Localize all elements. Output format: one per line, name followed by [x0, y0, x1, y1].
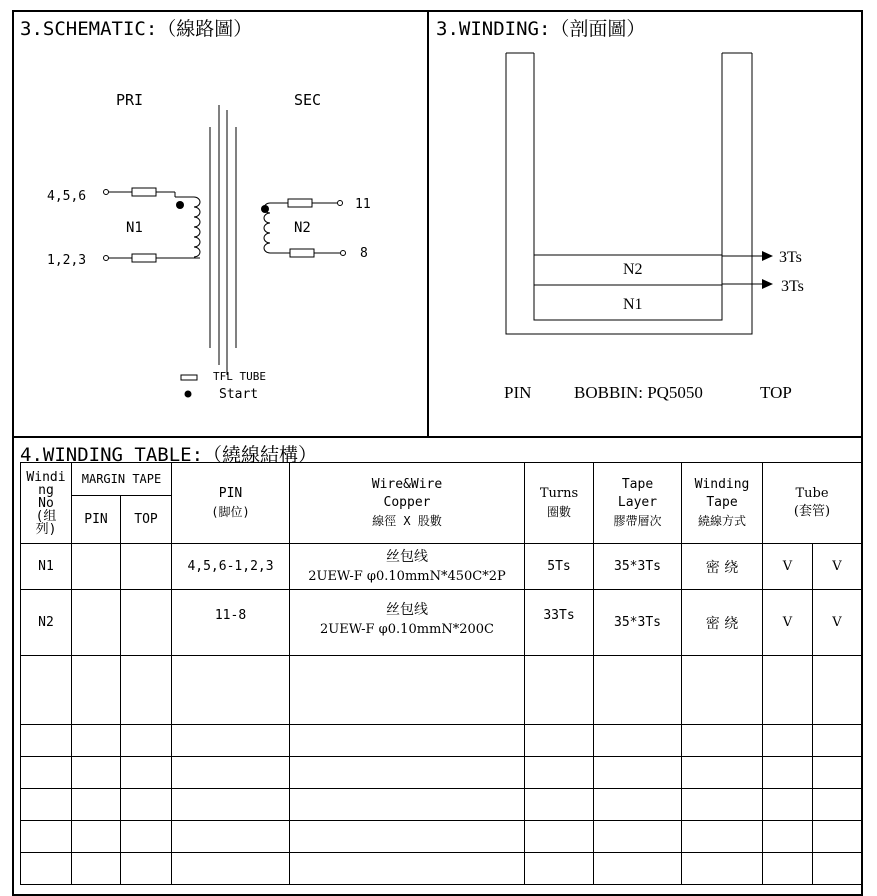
header-margin-pin: PIN [72, 496, 121, 544]
table-row-empty [21, 725, 862, 757]
start-label: Start [219, 387, 259, 402]
row-tube-1: V [763, 590, 813, 656]
turns-n1-label: 3Ts [781, 278, 804, 295]
row-tube-2: V [813, 544, 862, 590]
table-row-empty [21, 757, 862, 789]
bobbin-label: BOBBIN: PQ5050 [574, 383, 703, 402]
pin-8-label: 8 [360, 246, 368, 261]
winding-table [20, 462, 862, 885]
row-winding-method: 密 绕 [682, 590, 763, 656]
pin-11-label: 11 [355, 197, 371, 212]
header-winding-tape: Winding Tape 繞線方式 [682, 463, 763, 544]
table-row-empty [21, 853, 862, 885]
row-tape-layer: 35*3Ts [594, 544, 682, 590]
header-margin-top: TOP [121, 496, 172, 544]
schematic-diagram [12, 10, 432, 430]
header-pin: PIN (脚位) [172, 463, 290, 544]
n1-start-dot [176, 201, 184, 209]
row-turns: 33Ts [525, 590, 594, 656]
row-tube-2: V [813, 590, 862, 656]
table-row [21, 590, 862, 656]
row-winding-method: 密 绕 [682, 544, 763, 590]
start-dot-symbol [185, 391, 192, 398]
layer-n2-label: N2 [623, 261, 643, 278]
table-row-empty [21, 656, 862, 725]
pin-1-2-3-label: 1,2,3 [47, 253, 87, 268]
schematic-title: 3.SCHEMATIC:（線路圖） [20, 18, 253, 40]
table-row [21, 544, 862, 590]
tfl-tube-label: TFL TUBE [213, 370, 266, 383]
table-row-empty [21, 821, 862, 853]
layer-n1-label: N1 [623, 296, 643, 313]
row-no: N2 [21, 590, 72, 656]
row-turns: 5Ts [525, 544, 594, 590]
top-side-label: TOP [760, 383, 792, 402]
tfl-tube-symbol [181, 375, 197, 380]
winding-diagram [427, 10, 863, 438]
sec-label: SEC [294, 91, 322, 109]
pin-side-label: PIN [504, 383, 532, 402]
n1-label: N1 [126, 220, 143, 236]
row-pin: 4,5,6-1,2,3 [172, 544, 290, 590]
n2-start-dot [261, 205, 269, 213]
winding-table-title: 4.WINDING TABLE:（繞線結構） [20, 444, 318, 466]
row-wire: 丝包线 2UEW-F φ0.10mmN*450C*2P [290, 544, 525, 590]
row-tape-layer: 35*3Ts [594, 590, 682, 656]
pri-label: PRI [116, 91, 144, 109]
row-pin: 11-8 [172, 590, 290, 656]
row-no: N1 [21, 544, 72, 590]
turns-n2-label: 3Ts [779, 249, 802, 266]
n2-label: N2 [294, 220, 311, 236]
winding-title: 3.WINDING:（剖面圖） [436, 18, 646, 40]
header-tape-layer: Tape Layer 膠帶層次 [594, 463, 682, 544]
table-row-empty [21, 789, 862, 821]
row-wire: 丝包线 2UEW-F φ0.10mmN*200C [290, 590, 525, 656]
pin-4-5-6-label: 4,5,6 [47, 189, 87, 204]
header-wire: Wire&Wire Copper 線徑 X 股數 [290, 463, 525, 544]
row-tube-1: V [763, 544, 813, 590]
header-turns: Turns 圈數 [525, 463, 594, 544]
header-margin-tape: MARGIN TAPE [72, 463, 172, 496]
header-tube: Tube (套管) [763, 463, 862, 544]
header-winding-no: Windi ng No (组 列) [21, 463, 72, 544]
